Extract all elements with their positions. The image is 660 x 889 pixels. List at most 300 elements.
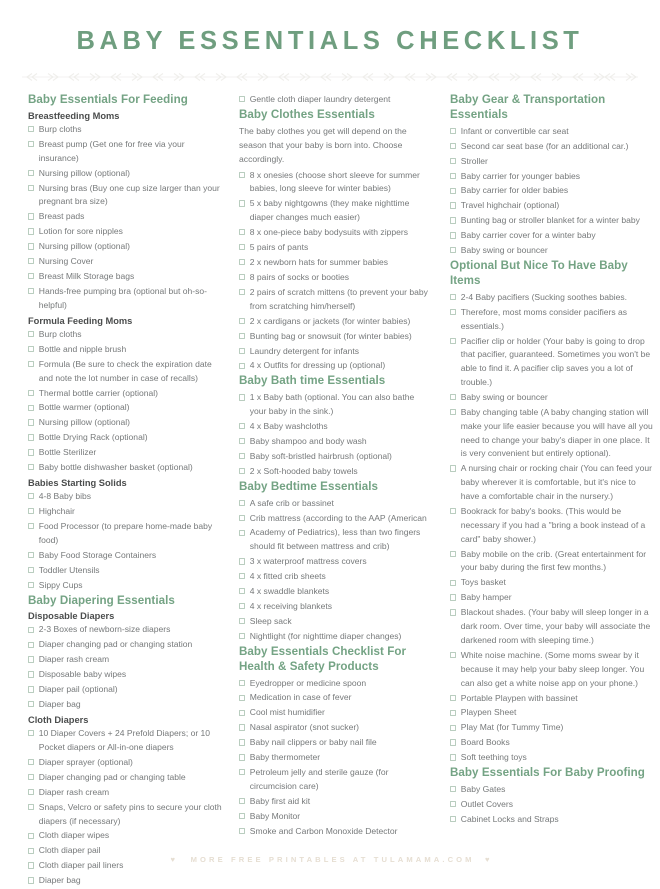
checkbox-icon[interactable] [28,701,34,707]
checkbox-icon[interactable] [450,188,456,194]
checklist-item-label: 8 x one-piece baby bodysuits with zippers [249,227,408,238]
heart-icon-right: ♥ [485,855,490,864]
checklist-item-label: Cloth diaper pail liners [38,860,124,871]
checklist-item[interactable] [239,315,435,329]
checkbox-icon[interactable] [28,627,34,633]
checklist-item-label: Soft teething toys [460,752,527,763]
checklist-item-label: Baby Food Storage Containers [38,549,157,560]
checklist-item[interactable] [450,606,655,648]
checkbox-icon[interactable] [28,493,34,499]
checkbox-icon[interactable] [239,695,245,701]
checklist-item[interactable] [28,549,224,563]
checklist-item[interactable] [239,736,435,750]
checkbox-icon[interactable] [28,671,34,677]
checklist-item-label: Infant or convertible car seat [460,125,569,136]
checklist-item-label: Baby shampoo and body wash [249,435,367,446]
checkbox-icon[interactable] [28,642,34,648]
checkbox-icon[interactable] [28,464,34,470]
checkbox-icon[interactable] [450,801,456,807]
checklist-item[interactable] [28,328,224,342]
checkbox-icon[interactable] [239,318,245,324]
checklist-item[interactable] [239,169,435,197]
checklist-item[interactable] [28,401,224,415]
checklist-item[interactable] [28,786,224,800]
checklist-item[interactable] [28,490,224,504]
checklist-group [28,123,224,313]
checkbox-icon[interactable] [450,202,456,208]
checkbox-icon[interactable] [28,656,34,662]
checkbox-icon[interactable] [239,724,245,730]
checklist-item[interactable] [450,591,655,605]
checklist-item[interactable] [28,801,224,829]
checkbox-icon[interactable] [450,725,456,731]
checkbox-icon[interactable] [239,200,245,206]
checklist-item[interactable] [239,271,435,285]
section-heading-baby-essentials-checklist-for-health-safety-pr: Baby Essentials Checklist For Health & Safety Products [239,644,407,673]
section-heading-baby-gear-transportation-essentials: Baby Gear & Transportation Essentials [450,93,606,121]
checklist-group [239,93,435,107]
checklist-item-label: Bunting bag or stroller blanket for a winter baby [460,215,640,226]
checkbox-icon[interactable] [28,759,34,765]
checklist-item[interactable] [239,435,435,449]
checklist-item[interactable] [28,829,224,843]
checklist-item[interactable] [239,677,435,691]
checklist-item-label: Baby carrier for younger babies [460,170,581,181]
checkbox-icon[interactable] [239,558,245,564]
checklist-item-label: Diaper bag [38,699,81,710]
column-left [28,93,224,889]
checkbox-icon[interactable] [450,409,456,415]
checklist-item[interactable] [450,335,655,390]
checklist-item-label: Baby bottle dishwasher basket (optional) [38,462,193,473]
checklist-item-label: Highchair [38,506,75,517]
checkbox-icon[interactable] [239,573,245,579]
checkbox-icon[interactable] [239,348,245,354]
checklist-item[interactable] [450,505,655,547]
checkbox-icon[interactable] [239,530,245,536]
subsection-heading-cloth-diapers: Cloth Diapers [28,715,89,726]
checkbox-icon[interactable] [239,798,245,804]
checklist-item[interactable] [28,505,224,519]
checklist-item[interactable] [28,225,224,239]
checkbox-icon[interactable] [450,158,456,164]
checklist-item[interactable] [239,600,435,614]
checklist-item[interactable] [28,668,224,682]
checkbox-icon[interactable] [239,515,245,521]
checkbox-icon[interactable] [239,739,245,745]
checkbox-icon[interactable] [450,594,456,600]
checklist-item-label: Nursing pillow (optional) [38,241,130,252]
subsection-heading-disposable-diapers: Disposable Diapers [28,611,115,622]
checklist-item[interactable] [239,615,435,629]
checkbox-icon[interactable] [450,580,456,586]
checkbox-icon[interactable] [450,232,456,238]
checkbox-icon[interactable] [28,390,34,396]
checkbox-icon[interactable] [28,288,34,294]
checklist-item[interactable] [28,564,224,578]
checklist-item[interactable] [450,406,655,461]
checkbox-icon[interactable] [28,449,34,455]
checklist-item[interactable] [239,226,435,240]
checklist-item-label: Crib mattress (according to the AAP (American [249,512,427,523]
checklist-item[interactable] [239,706,435,720]
checklist-item[interactable] [450,244,655,258]
checklist-item[interactable] [239,555,435,569]
checkbox-icon[interactable] [450,786,456,792]
checklist-item-label: Bookrack for baby's books. (This would be necessary if you had a "bring a book instead of a card" baby shower.) [460,506,646,544]
checklist-item[interactable] [450,721,655,735]
column-middle [239,93,435,840]
checkbox-icon[interactable] [239,229,245,235]
checklist-item[interactable] [239,570,435,584]
checkbox-icon[interactable] [28,331,34,337]
checklist-item-label: Sleep sack [249,616,292,627]
checkbox-icon[interactable] [239,274,245,280]
checkbox-icon[interactable] [239,289,245,295]
checklist-item[interactable] [28,756,224,770]
checklist-item[interactable] [28,138,224,166]
checklist-item-label: 5 pairs of pants [249,242,309,253]
checklist-item[interactable] [239,585,435,599]
chevron-pattern-icon [22,71,638,83]
checkbox-icon[interactable] [28,434,34,440]
checklist-item[interactable] [28,727,224,755]
checkbox-icon[interactable] [450,710,456,716]
checklist-item-label: Therefore, most moms consider pacifiers as essentials.) [460,306,628,331]
checkbox-icon[interactable] [450,128,456,134]
checkbox-icon[interactable] [239,754,245,760]
checklist-item-label: Breast Milk Storage bags [38,271,135,282]
page-title: BABY ESSENTIALS CHECKLIST [76,27,584,55]
checkbox-icon[interactable] [28,405,34,411]
checkbox-icon[interactable] [239,96,245,102]
checkbox-icon[interactable] [28,567,34,573]
checklist-item[interactable] [239,391,435,419]
subsection-heading-formula-feeding-moms: Formula Feeding Moms [28,315,133,326]
checklist-item-label: Travel highchair (optional) [460,200,560,211]
checklist-item-label: Sippy Cups [38,579,83,590]
section-heading-baby-diapering-essentials: Baby Diapering Essentials [28,593,175,607]
checklist-item[interactable] [450,649,655,691]
checklist-item-label: Bunting bag or snowsuit (for winter babies) [249,330,412,341]
checklist-item-label: Burp cloths [38,328,82,339]
checklist-item[interactable] [28,698,224,712]
checklist-item-label: Cabinet Locks and Straps [460,813,559,824]
checkbox-icon[interactable] [450,173,456,179]
checklist-item-label: 8 pairs of socks or booties [249,271,350,282]
checkbox-icon[interactable] [28,185,34,191]
checklist-item-label: 4-8 Baby bibs [38,491,92,502]
checkbox-icon[interactable] [28,804,34,810]
checkbox-icon[interactable] [239,813,245,819]
checklist-item-label: Diaper pail (optional) [38,684,118,695]
checkbox-icon[interactable] [239,394,245,400]
heart-icon-left: ♥ [170,855,175,864]
checklist-item-label: Snaps, Velcro or safety pins to secure your cloth diapers (if necessary) [38,801,222,826]
checklist-item[interactable] [239,795,435,809]
checklist-item[interactable] [28,653,224,667]
checklist-item[interactable] [28,461,224,475]
checklist-item[interactable] [450,291,655,305]
checkbox-icon[interactable] [28,730,34,736]
checklist-item[interactable] [28,343,224,357]
checkbox-icon[interactable] [28,848,34,854]
checklist-item[interactable] [450,813,655,827]
checklist-item-label: Portable Playpen with bassinet [460,692,578,703]
checkbox-icon[interactable] [450,695,456,701]
checkbox-icon[interactable] [239,468,245,474]
checkbox-icon[interactable] [450,739,456,745]
checkbox-icon[interactable] [28,213,34,219]
checkbox-icon[interactable] [28,833,34,839]
checklist-item-label: 2 x Soft-hooded baby towels [249,465,358,476]
section-heading-baby-essentials-for-feeding: Baby Essentials For Feeding [28,93,188,107]
checklist-item[interactable] [28,255,224,269]
checklist-item[interactable] [28,240,224,254]
checkbox-icon[interactable] [239,453,245,459]
checklist-item[interactable] [239,465,435,479]
checkbox-icon[interactable] [239,423,245,429]
checklist-item-label: 2 x cardigans or jackets (for winter babies) [249,315,411,326]
checklist-item-label: Bottle and nipple brush [38,343,127,354]
checklist-item-label: A nursing chair or rocking chair (You can feed your baby wherever it is comfortable, but it's nice to have a comfortable chair in the nursery.) [460,463,652,502]
checkbox-icon[interactable] [239,172,245,178]
checkbox-icon[interactable] [450,652,456,658]
checkbox-icon[interactable] [28,523,34,529]
checklist-item[interactable] [28,623,224,637]
checklist-item[interactable] [239,420,435,434]
checklist-item-label: Baby mobile on the crib. (Great entertainment for your baby during the first few months.) [460,548,647,573]
checklist-item[interactable] [239,286,435,314]
checklist-group [450,125,655,258]
checklist-item[interactable] [28,123,224,137]
checklist-item[interactable] [450,214,655,228]
checkbox-icon[interactable] [450,551,456,557]
checklist-item-label: Baby swing or bouncer [460,391,548,402]
checklist-item-label: Nursing pillow (optional) [38,417,130,428]
checklist-item[interactable] [28,446,224,460]
checklist-item[interactable] [239,345,435,359]
checkbox-icon[interactable] [239,363,245,369]
checklist-item-label: Bottle Sterilizer [38,447,97,458]
checkbox-icon[interactable] [28,508,34,514]
checklist-item[interactable] [239,197,435,225]
checklist-item[interactable] [239,751,435,765]
checklist-item[interactable] [450,155,655,169]
checkbox-icon[interactable] [28,774,34,780]
checklist-item[interactable] [28,520,224,548]
checkbox-icon[interactable] [28,346,34,352]
checklist-item[interactable] [28,270,224,284]
checklist-item-label: Baby first aid kit [249,795,311,806]
checkbox-icon[interactable] [450,338,456,344]
checklist-item-label: Diaper rash cream [38,654,110,665]
checklist-item[interactable] [450,576,655,590]
checklist-item-label: Board Books [460,737,510,748]
checkbox-icon[interactable] [239,710,245,716]
checklist-item-label: Diaper bag [38,875,81,886]
checklist-item[interactable] [28,167,224,181]
checkbox-icon[interactable] [28,170,34,176]
checkbox-icon[interactable] [28,419,34,425]
checkbox-icon[interactable] [450,143,456,149]
checklist-item[interactable] [28,285,224,313]
checklist-item[interactable] [28,182,224,210]
checklist-item[interactable] [450,229,655,243]
checkbox-icon[interactable] [239,618,245,624]
checklist-item[interactable] [239,721,435,735]
checklist-item[interactable] [28,874,224,888]
checklist-item[interactable] [239,359,435,373]
checkbox-icon[interactable] [239,438,245,444]
checklist-item-label: Petroleum jelly and sterile gauze (for circumcision care) [249,767,389,792]
checklist-item-label: Nursing pillow (optional) [38,167,130,178]
checklist-item[interactable] [239,256,435,270]
checklist-item-label: Cloth diaper pail [38,845,101,856]
checklist-item[interactable] [239,241,435,255]
checklist-item-label: Food Processor (to prepare home-made baby food) [38,520,213,545]
checklist-item[interactable] [239,512,435,526]
checklist-item-label: 2 x newborn hats for summer babies [249,257,389,268]
checklist-item-label: Hands-free pumping bra (optional but oh-so-helpful) [38,286,207,310]
checklist-item-label: Formula (Be sure to check the expiration date and note the lot number in case of recalls) [38,358,212,383]
checklist-item[interactable] [28,358,224,386]
checklist-item[interactable] [450,751,655,765]
section-heading-baby-bedtime-essentials: Baby Bedtime Essentials [239,479,379,493]
checkbox-icon[interactable] [239,244,245,250]
checklist-item-label: Cloth diaper wipes [38,830,110,841]
checklist-item-label: Disposable baby wipes [38,669,127,680]
checklist-item[interactable] [28,638,224,652]
checklist-item-label: Baby carrier for older babies [460,185,569,196]
checklist-item[interactable] [450,306,655,334]
checkbox-icon[interactable] [239,633,245,639]
checklist-item-label: Baby nail clippers or baby nail file [249,737,377,748]
checkbox-icon[interactable] [28,686,34,692]
checklist-item-label: Bottle warmer (optional) [38,402,130,413]
checkbox-icon[interactable] [450,294,456,300]
checklist-item[interactable] [450,199,655,213]
checklist-item[interactable] [450,692,655,706]
checklist-group [450,783,655,827]
checklist-item-label: Diaper rash cream [38,786,110,797]
section-heading-baby-bath-time-essentials: Baby Bath time Essentials [239,374,386,388]
checklist-item[interactable] [450,125,655,139]
checkbox-icon[interactable] [450,816,456,822]
checkbox-icon[interactable] [450,508,456,514]
checkbox-icon[interactable] [28,273,34,279]
checkbox-icon[interactable] [28,877,34,883]
checklist-item[interactable] [239,526,435,554]
checklist-item[interactable] [450,391,655,405]
checklist-item[interactable] [239,691,435,705]
section-heading-baby-essentials-for-baby-proofing: Baby Essentials For Baby Proofing [450,766,645,780]
checklist-item[interactable] [28,431,224,445]
checkbox-icon[interactable] [239,828,245,834]
checklist-item[interactable] [28,579,224,593]
checkbox-icon[interactable] [450,309,456,315]
checkbox-icon[interactable] [239,603,245,609]
checklist-group [28,328,224,475]
checklist-item[interactable] [450,783,655,797]
checkbox-icon[interactable] [239,588,245,594]
checkbox-icon[interactable] [239,259,245,265]
checklist-item[interactable] [239,630,435,644]
checkbox-icon[interactable] [450,394,456,400]
checkbox-icon[interactable] [28,361,34,367]
checklist-item-label: Gentle cloth diaper laundry detergent [249,94,391,105]
checkbox-icon[interactable] [28,243,34,249]
checkbox-icon[interactable] [450,247,456,253]
checkbox-icon[interactable] [28,552,34,558]
checklist-item[interactable] [28,416,224,430]
checkbox-icon[interactable] [450,465,456,471]
checklist-item-label: 4 x swaddle blankets [249,586,330,597]
checklist-item-label: 8 x onesies (choose short sleeve for summer babies, long sleeve for winter babies) [249,169,420,194]
decorative-divider [22,71,638,83]
checklist-item[interactable] [450,184,655,198]
column-right [450,93,655,828]
section-heading-optional-but-nice-to-have-baby-items: Optional But Nice To Have Baby Items [450,259,628,287]
checklist-item-label: Blackout shades. (Your baby will sleep longer in a dark room. Over time, your baby will associate the darkened room with sleeping time.) [460,607,651,645]
checklist-item-label: Toys basket [460,577,506,588]
checklist-item-label: Nursing bras (Buy one cup size larger than your pregnant bra size) [38,182,220,207]
checkbox-icon[interactable] [239,680,245,686]
checklist-item[interactable] [450,736,655,750]
checklist-group [239,169,435,374]
checkbox-icon[interactable] [28,126,34,132]
checklist-item[interactable] [28,210,224,224]
checklist-group [450,291,655,765]
checklist-item[interactable] [239,766,435,794]
checklist-item[interactable] [239,810,435,824]
checklist-item-label: Eyedropper or medicine spoon [249,677,367,688]
checklist-item[interactable] [450,798,655,812]
checklist-item[interactable] [450,462,655,504]
checklist-item[interactable] [28,683,224,697]
checkbox-icon[interactable] [28,582,34,588]
checklist-item[interactable] [239,93,435,107]
checklist-item[interactable] [450,548,655,576]
checkbox-icon[interactable] [450,217,456,223]
checkbox-icon[interactable] [450,609,456,615]
checklist-item[interactable] [450,170,655,184]
checklist-item-label: Thermal bottle carrier (optional) [38,387,159,398]
checkbox-icon[interactable] [450,754,456,760]
checkbox-icon[interactable] [239,500,245,506]
checkbox-icon[interactable] [28,141,34,147]
checkbox-icon[interactable] [28,258,34,264]
checklist-item[interactable] [450,140,655,154]
checklist-item-label: Nasal aspirator (snot sucker) [249,722,360,733]
checklist-item[interactable] [239,330,435,344]
checklist-item[interactable] [450,706,655,720]
checklist-item-label: 5 x baby nightgowns (they make nighttime diaper changes much easier) [249,198,410,223]
checkbox-icon[interactable] [28,789,34,795]
checkbox-icon[interactable] [239,769,245,775]
checklist-item-label: Outlet Covers [460,799,514,809]
checklist-item[interactable] [239,825,435,839]
checkbox-icon[interactable] [28,228,34,234]
checklist-item[interactable] [239,450,435,464]
checkbox-icon[interactable] [239,333,245,339]
checklist-item-label: Academy of Pediatrics), less than two fingers should fit between mattress and crib) [249,527,421,552]
checklist-item[interactable] [28,771,224,785]
checklist-item-label: Nightlight (for nighttime diaper changes) [249,630,402,641]
checklist-item[interactable] [239,497,435,511]
checklist-item[interactable] [28,387,224,401]
footer [0,855,660,864]
